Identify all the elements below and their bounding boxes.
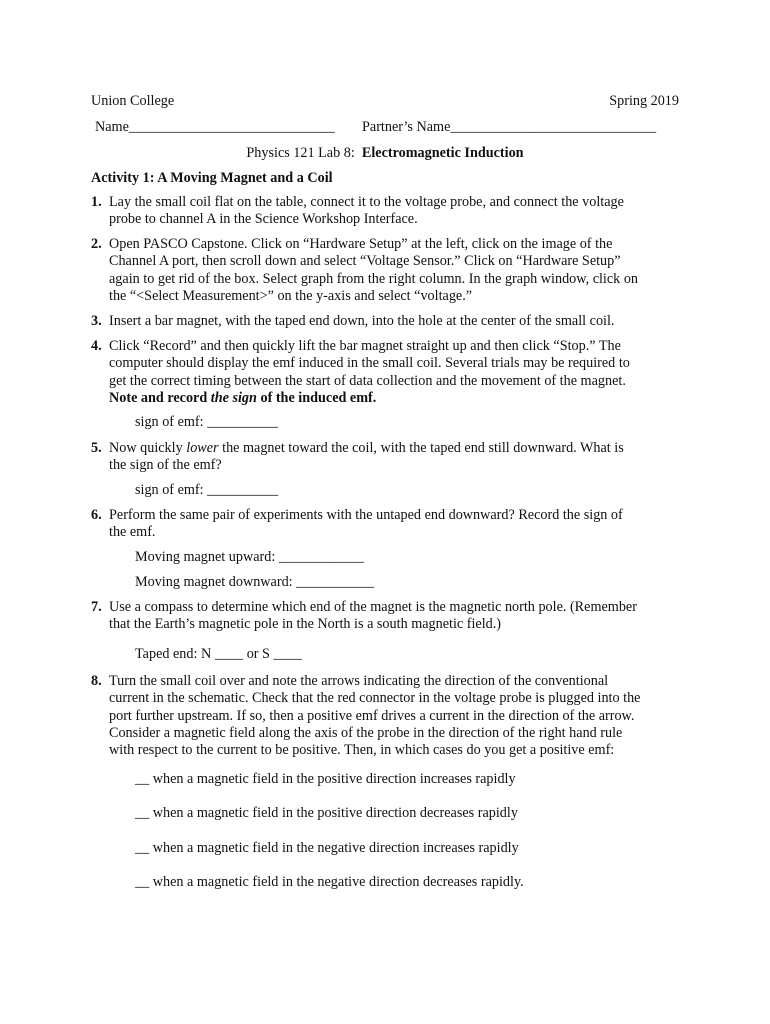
- step-number: 3.: [91, 313, 102, 329]
- institution-name: Union College: [91, 93, 175, 109]
- lab-topic: Electromagnetic Induction: [361, 145, 524, 161]
- step-text-line: computer should display the emf induced in the small coil. Several trials may be required to: [109, 355, 630, 372]
- step-text-line: with respect to the current to be positive. Then, in which cases do you get a positive emf:: [109, 742, 615, 759]
- step-text-line: port further upstream. If so, then a positive emf drives a current in the direction of the arrow.: [109, 707, 635, 724]
- partner-name-field[interactable]: Partner’s Name_____________________________: [362, 119, 657, 135]
- step-number: 2.: [91, 236, 102, 252]
- step-number: 1.: [91, 194, 102, 210]
- step-instruction-emphasis: Note and record the sign of the induced emf.: [109, 389, 377, 406]
- sign-of-emf-answer-2[interactable]: sign of emf: __________: [135, 482, 279, 498]
- course-label: Physics 121 Lab 8:: [246, 145, 355, 161]
- taped-end-answer[interactable]: Taped end: N ____ or S ____: [135, 646, 302, 662]
- step-text-line: Now quickly lower the magnet toward the coil, with the taped end still downward. What is: [109, 440, 624, 456]
- step-text-line: Consider a magnetic field along the axis of the probe in the direction of the right hand rule: [109, 724, 623, 741]
- positive-emf-option-3[interactable]: __ when a magnetic field in the negative direction increases rapidly: [135, 840, 519, 856]
- moving-magnet-upward-answer[interactable]: Moving magnet upward: ____________: [135, 549, 364, 565]
- moving-magnet-downward-answer[interactable]: Moving magnet downward: ___________: [135, 574, 375, 590]
- activity-heading: Activity 1: A Moving Magnet and a Coil: [91, 170, 333, 186]
- step-number: 7.: [91, 599, 102, 615]
- step-text-line: probe to channel A in the Science Workshop Interface.: [109, 211, 418, 228]
- step-text-line: Channel A port, then scroll down and select “Voltage Sensor.” Click on “Hardware Setup”: [109, 253, 621, 270]
- positive-emf-option-1[interactable]: __ when a magnetic field in the positive direction increases rapidly: [135, 771, 516, 787]
- step-text-line: current in the schematic. Check that the red connector in the voltage probe is plugged into the: [109, 690, 641, 707]
- step-text-line: get the correct timing between the start of data collection and the movement of the magnet.: [109, 372, 626, 389]
- page-title: [0, 145, 770, 162]
- step-text-line: that the Earth’s magnetic pole in the North is a south magnetic field.): [109, 616, 502, 633]
- step-text-line: Perform the same pair of experiments with the untaped end downward? Record the sign of: [109, 507, 623, 523]
- step-text-line: Use a compass to determine which end of the magnet is the magnetic north pole. (Remember: [109, 599, 637, 615]
- sign-of-emf-answer-1[interactable]: sign of emf: __________: [135, 414, 279, 430]
- step-text-line: the “<Select Measurement>” on the y-axis and select “voltage.”: [109, 287, 473, 304]
- positive-emf-option-4[interactable]: __ when a magnetic field in the negative direction decreases rapidly.: [135, 874, 524, 890]
- step-text-line: the sign of the emf?: [109, 457, 222, 474]
- step-number: 4.: [91, 338, 102, 354]
- step-text-line: Lay the small coil flat on the table, connect it to the voltage probe, and connect the voltage: [109, 194, 624, 210]
- step-text-line: Click “Record” and then quickly lift the bar magnet straight up and then click “Stop.” The: [109, 338, 621, 354]
- step-text-line: Turn the small coil over and note the arrows indicating the direction of the conventional: [109, 673, 609, 689]
- step-text-line: again to get rid of the box. Select graph from the right column. In the graph window, click on: [109, 270, 639, 287]
- step-number: 5.: [91, 440, 102, 456]
- step-number: 6.: [91, 507, 102, 523]
- step-text-line: the emf.: [109, 524, 156, 541]
- positive-emf-option-2[interactable]: __ when a magnetic field in the positive direction decreases rapidly: [135, 805, 518, 821]
- step-number: 8.: [91, 673, 102, 689]
- name-field[interactable]: Name_____________________________: [95, 119, 335, 135]
- step-text-line: Open PASCO Capstone. Click on “Hardware Setup” at the left, click on the image of the: [109, 236, 613, 252]
- step-text-line: Insert a bar magnet, with the taped end down, into the hole at the center of the small coil.: [109, 313, 615, 329]
- term-label: Spring 2019: [609, 93, 679, 109]
